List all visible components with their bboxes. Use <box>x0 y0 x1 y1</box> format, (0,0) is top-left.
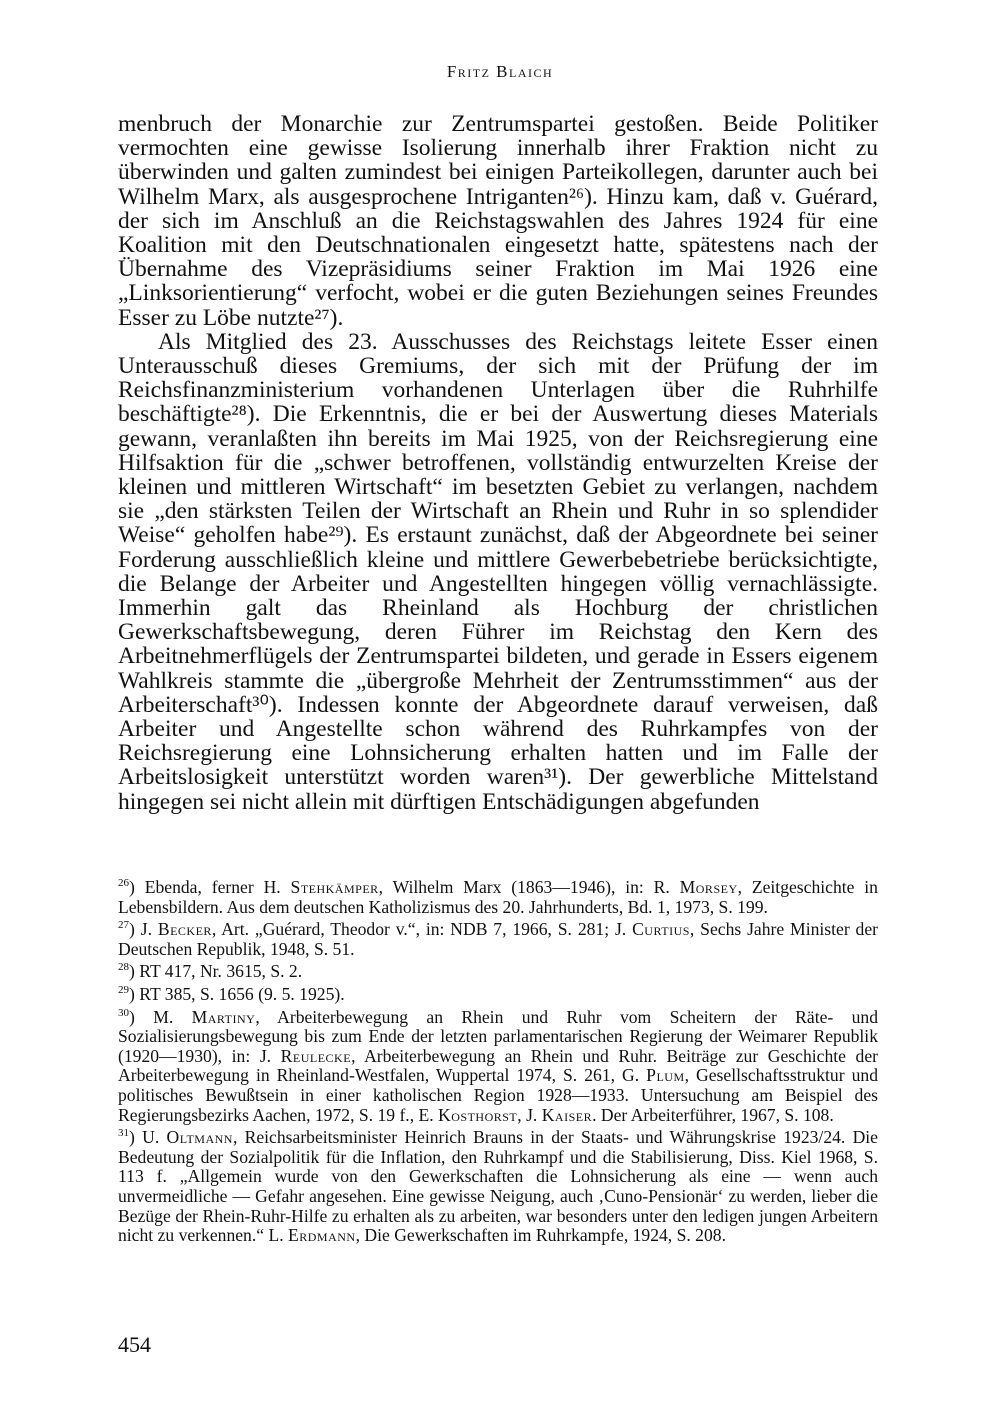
running-head: Fritz Blaich <box>446 62 554 81</box>
footnote-31: $^{31}$) U. Oltmann, Reichsarbeitsminister Heinrich Brauns in der Staats- und Währungskrise 1923/24. Die Bedeutung der Sozialpolitik für die Inflation, den Ruhrkampf und die Stabilisierung, Diss. Kiel 1968, S. 113 f. „Allgemein wurde von den Gewerkschaften die Lohnsicherung als eine — wenn auch unvermeidliche — Gefahr angesehen. Eine gewisse Neigung, auch ‚Cuno-Pensionär‘ zu werden, lieber die Bezüge der Rhein-Ruhr-Hilfe zu erhalten als zu arbeiten, war besonders unter den ledigen jungen Arbeitern nicht zu verkennen.“ L. Erdmann, Die Gewerkschaften im Ruhrkampfe, 1924, S. 208. <box>118 1127 878 1246</box>
footnote-30: $^{30}$) M. Martiny, Arbeiterbewegung an Rhein und Ruhr vom Scheitern der Räte- und Sozialisierungsbewegung bis zum Ende der letzten parlamentarischen Regierung der Weimarer Republik (1920—1930), in: J. Reulecke, Arbeiterbewegung an Rhein und Ruhr. Beiträge zur Geschichte der Arbeiterbewegung in Rheinland-Westfalen, Wuppertal 1974, S. 261, G. Plum, Gesellschaftsstruktur und politisches Bewußtsein in einer katholischen Region 1928—1933. Untersuchung am Beispiel des Regierungsbezirks Aachen, 1972, S. 19 f., E. Kosthorst, J. Kaiser. Der Arbeiterführer, 1967, S. 108. <box>118 1006 878 1125</box>
footnotes <box>118 878 878 1249</box>
footnote-mark: 30 <box>118 1006 129 1019</box>
footnote-mark: 26 <box>118 877 129 890</box>
paragraph-2: Als Mitglied des 23. Ausschusses des Reichstags leitete Esser einen Unterausschuß dieses Gremiums, der sich mit der Prüfung der im Reichsfinanzministerium vorhandenen Unterlagen über die Ruhrhilfe beschäftigte²⁸). Die Erkenntnis, die er bei der Auswertung dieses Materials gewann, veranlaßten ihn bereits im Mai 1925, von der Reichsregierung eine Hilfsaktion für die „schwer betroffenen, vollständig entwurzelten Kreise der kleinen und mittleren Wirtschaft“ im besetzten Gebiet zu verlangen, nachdem sie „den stärksten Teilen der Wirtschaft an Rhein und Ruhr in so splendider Weise“ geholfen habe²⁹). Es erstaunt zunächst, daß der Abgeordnete bei seiner Forderung ausschließlich kleine und mittlere Gewerbebetriebe berücksichtigte, die Belange der Arbeiter und Angestellten hingegen völlig vernachlässigte. Immerhin galt das Rheinland als Hochburg der christlichen Gewerkschaftsbewegung, deren Führer im Reichstag den Kern des Arbeitnehmerflügels der Zentrumspartei bildeten, und gerade in Essers eigenem Wahlkreis stammte die „übergroße Mehrheit der Zentrumsstimmen“ aus der Arbeiterschaft³⁰). Indessen konnte der Abgeordnete darauf verweisen, daß Arbeiter und Angestellte schon während des Ruhrkampfes von der Reichsregierung eine Lohnsicherung erhalten hatten und im Falle der Arbeitslosigkeit unterstützt worden waren³¹). Der gewerbliche Mittelstand hingegen sei nicht allein mit dürftigen Entschädigungen abgefunden <box>118 328 878 815</box>
footnote-mark: 28 <box>118 961 129 974</box>
footnote-29: $^{29}$) RT 385, S. 1656 (9. 5. 1925). <box>118 983 345 1004</box>
page-number: 454 <box>118 1332 151 1357</box>
footnote-26: $^{26}$) Ebenda, ferner H. Stehkämper, Wilhelm Marx (1863—1946), in: R. Morsey, Zeitgeschichte in Lebensbildern. Aus dem deutschen Katholizismus des 20. Jahrhunderts, Bd. 1, 1973, S. 199. <box>118 877 878 917</box>
footnote-mark: 29 <box>118 984 129 997</box>
footnote-mark: 27 <box>118 919 129 932</box>
paragraph-1: menbruch der Monarchie zur Zentrumspartei gestoßen. Beide Politiker vermochten eine gewisse Isolierung innerhalb ihrer Fraktion nicht zu überwinden und galten zumindest bei einigen Parteikollegen, darunter auch bei Wilhelm Marx, als ausgesprochene Intriganten²⁶). Hinzu kam, daß v. Guérard, der sich im Anschluß an die Reichstagswahlen des Jahres 1924 für eine Koalition mit den Deutschnationalen eingesetzt hatte, spätestens nach der Übernahme des Vizepräsidiums seiner Fraktion im Mai 1926 eine „Linksorientierung“ verfocht, wobei er die guten Beziehungen seines Freundes Esser zu Löbe nutzte²⁷). <box>118 111 878 331</box>
footnote-27: $^{27}$) J. Becker, Art. „Guérard, Theodor v.“, in: NDB 7, 1966, S. 281; J. Curtius, Sechs Jahre Minister der Deutschen Republik, 1948, S. 51. <box>118 919 878 959</box>
main-text <box>118 112 878 814</box>
footnote-mark: 31 <box>118 1127 129 1140</box>
footnote-28: $^{28}$) RT 417, Nr. 3615, S. 2. <box>118 961 303 982</box>
